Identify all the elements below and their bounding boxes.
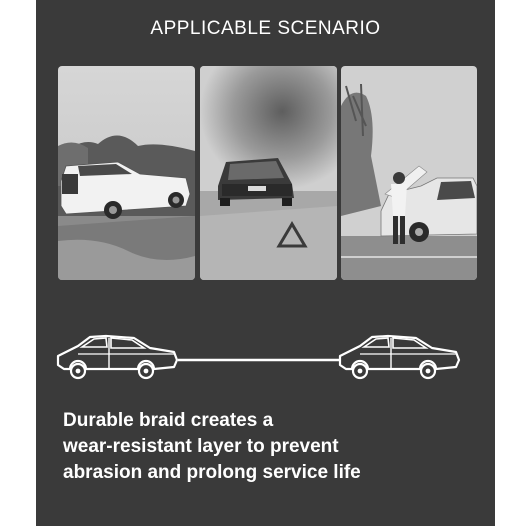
caption-line-3: abrasion and prolong service life — [63, 462, 361, 483]
caption-line-1: Durable braid creates a — [63, 410, 274, 431]
scenario-photo-warning-triangle — [200, 66, 337, 280]
scenario-photo-open-hood — [341, 66, 477, 280]
towing-car-icon — [340, 336, 459, 378]
feature-caption — [63, 408, 483, 486]
caption-line-2: wear-resistant layer to prevent — [63, 436, 339, 457]
product-panel — [36, 0, 495, 526]
section-title: APPLICABLE SCENARIO — [150, 18, 381, 39]
tow-illustration — [36, 330, 495, 380]
towed-car-icon — [58, 336, 177, 378]
scenario-photo-suv-stuck — [58, 66, 195, 280]
